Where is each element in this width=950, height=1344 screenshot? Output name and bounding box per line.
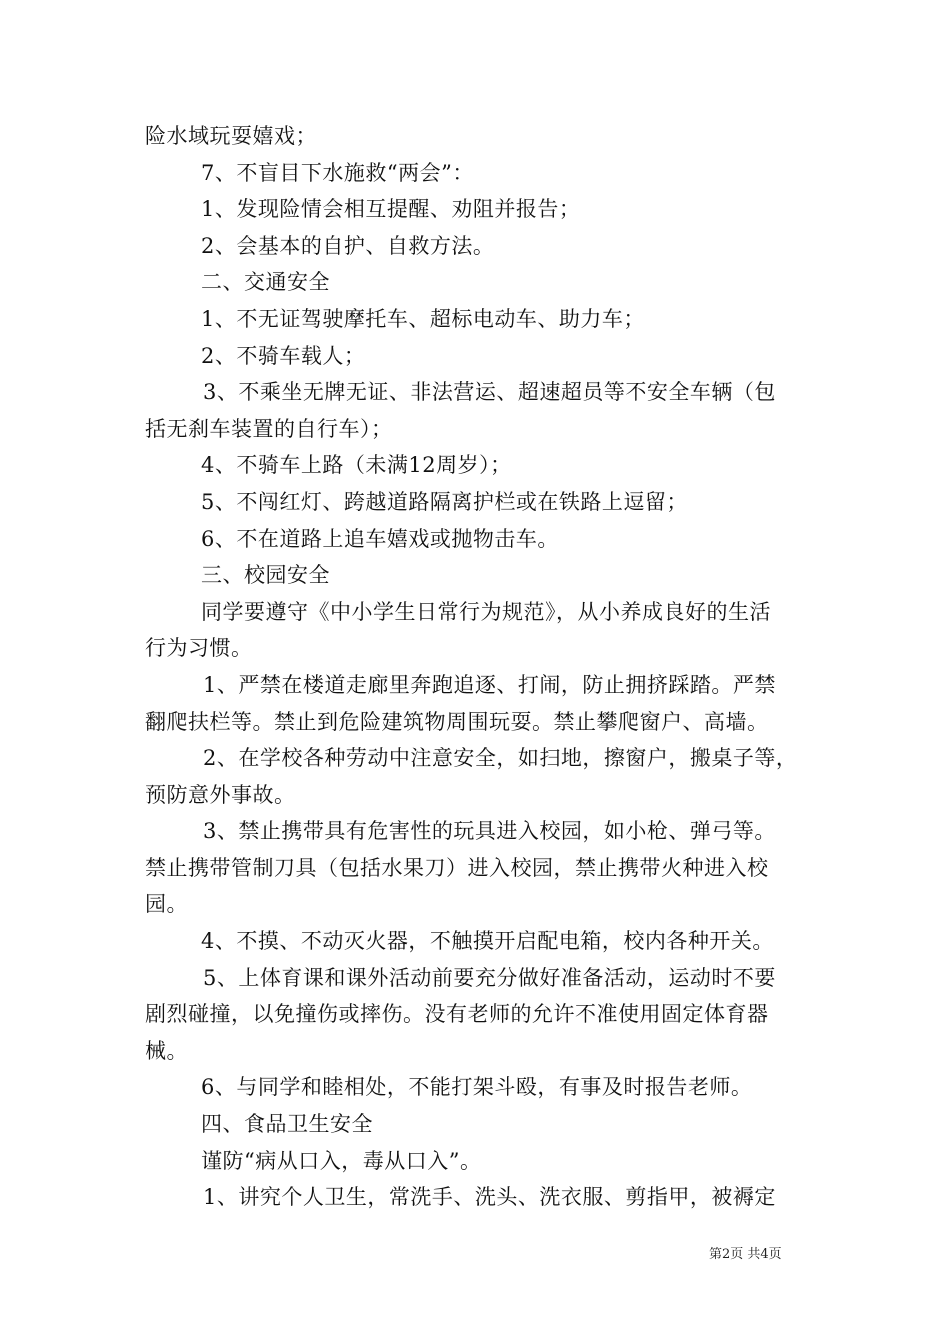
text-line: 谨防“病从口入，毒从口入”。	[201, 1148, 482, 1173]
section-heading: 三、校园安全	[201, 563, 330, 588]
text-line: 险水域玩耍嬉戏；	[145, 124, 317, 148]
text-line: 翻爬扶栏等。禁止到危险建筑物周围玩耍。禁止攀爬窗户、高墙。	[145, 709, 769, 734]
section-heading: 二、交通安全	[201, 270, 330, 295]
text-line: 4、不摸、不动灭火器，不触摸开启配电箱，校内各种开关。	[201, 929, 774, 954]
text-line: 剧烈碰撞，以免撞伤或摔伤。没有老师的允许不准使用固定体育器	[145, 1002, 769, 1027]
text-line: 1、讲究个人卫生，常洗手、洗头、洗衣服、剪指甲，被褥定	[203, 1185, 776, 1210]
text-line: 同学要遵守《中小学生日常行为规范》，从小养成良好的生活	[201, 599, 771, 624]
text-line: 5、不闯红灯、跨越道路隔离护栏或在铁路上逗留；	[201, 489, 688, 514]
text-line: 2、会基本的自护、自救方法。	[201, 233, 495, 258]
section-heading: 四、食品卫生安全	[201, 1112, 373, 1137]
text-line: 园。	[145, 892, 188, 917]
text-line: 械。	[145, 1038, 188, 1063]
page-number-footer: 第2页 共4页	[709, 1247, 782, 1262]
text-line: 4、不骑车上路（未满12周岁）；	[201, 453, 512, 478]
text-line: 6、与同学和睦相处，不能打架斗殴，有事及时报告老师。	[201, 1075, 753, 1100]
text-line: 7、不盲目下水施救“两会”：	[201, 160, 474, 185]
text-line: 2、在学校各种劳动中注意安全，如扫地，擦窗户，搬桌子等，	[203, 746, 798, 771]
text-line: 禁止携带管制刀具（包括水果刀）进入校园，禁止携带火种进入校	[145, 855, 769, 880]
text-line: 6、不在道路上追车嬉戏或抛物击车。	[201, 526, 559, 551]
document-body	[145, 118, 825, 1216]
text-line: 括无刹车装置的自行车）；	[145, 416, 393, 441]
text-line: 1、严禁在楼道走廊里奔跑追逐、打闹，防止拥挤踩踏。严禁	[203, 672, 776, 697]
text-line: 1、发现险情会相互提醒、劝阻并报告；	[201, 197, 581, 222]
text-line: 预防意外事故。	[145, 782, 296, 807]
text-line: 1、不无证驾驶摩托车、超标电动车、助力车；	[201, 306, 645, 331]
text-line: 3、禁止携带具有危害性的玩具进入校园，如小枪、弹弓等。	[203, 819, 776, 844]
text-line: 3、不乘坐无牌无证、非法营运、超速超员等不安全车辆（包	[203, 380, 776, 405]
text-line: 2、不骑车载人；	[201, 343, 366, 368]
text-line: 行为习惯。	[145, 636, 253, 661]
text-line: 5、上体育课和课外活动前要充分做好准备活动，运动时不要	[203, 965, 776, 990]
